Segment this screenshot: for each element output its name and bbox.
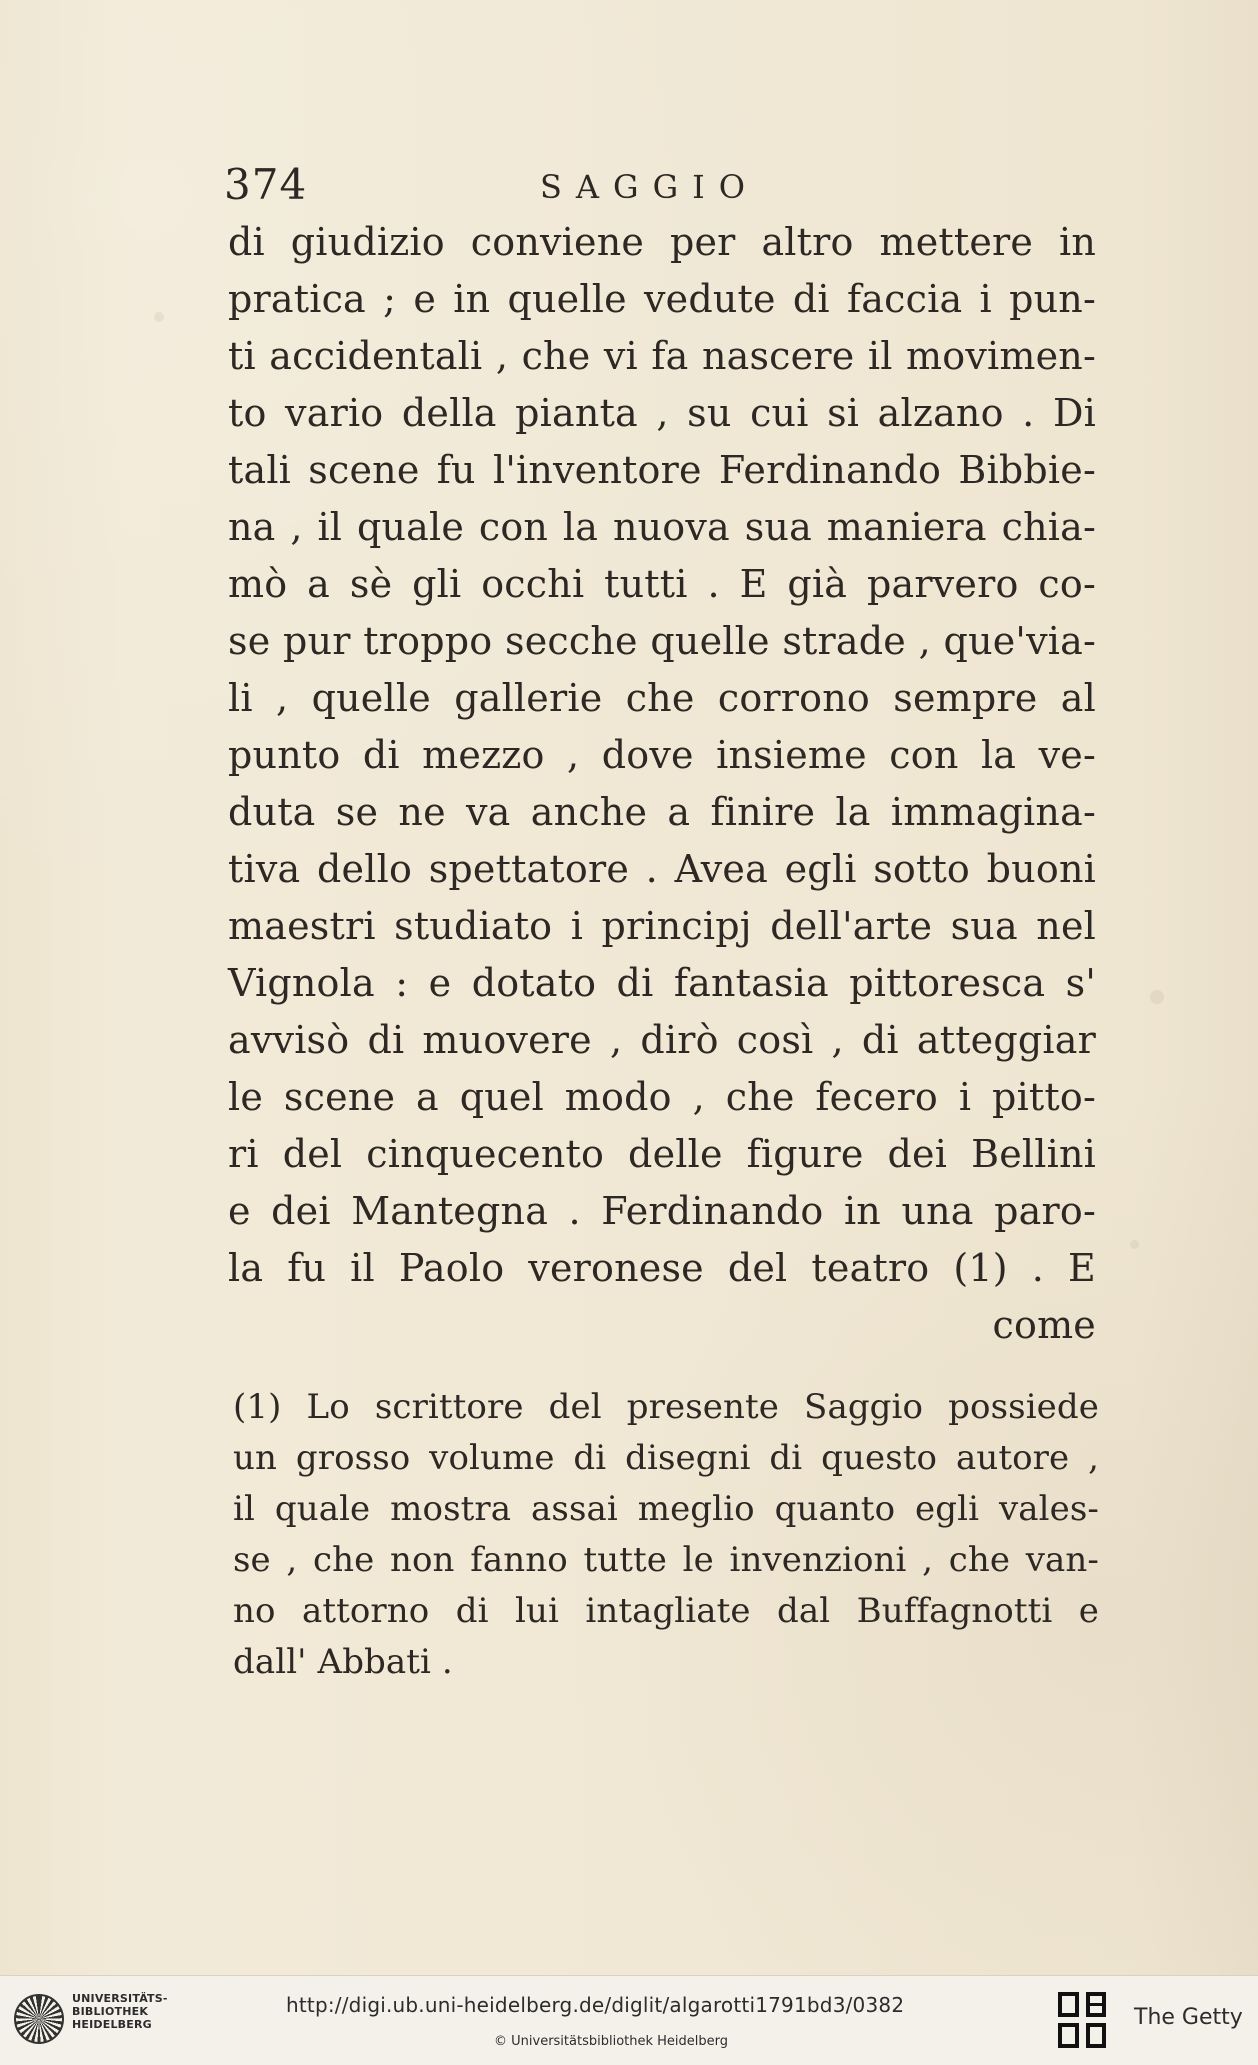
- paper-spot: [1130, 1240, 1139, 1249]
- library-name: [72, 1992, 168, 2031]
- library-name-line: UNIVERSITÄTS-: [72, 1992, 168, 2005]
- body-line: ti accidentali , che vi fa nascere il movimen-: [228, 334, 1096, 378]
- footnote-line: (1) Lo scrittore del presente Saggio possiede: [233, 1387, 1099, 1427]
- footnote-line: se , che non fanno tutte le invenzioni , che van-: [233, 1540, 1099, 1580]
- footnote-line: no attorno di lui intagliate dal Buffagnotti e: [233, 1591, 1099, 1631]
- footnote-line: un grosso volume di disegni di questo autore ,: [233, 1438, 1099, 1478]
- footnote-line: il quale mostra assai meglio quanto egli vales-: [233, 1489, 1099, 1529]
- permalink[interactable]: http://digi.ub.uni-heidelberg.de/diglit/algarotti1791bd3/0382: [286, 1993, 905, 2017]
- copyright-notice: © Universitätsbibliothek Heidelberg: [494, 2034, 729, 2049]
- running-head: SAGGIO: [540, 168, 760, 206]
- paper-spot: [1150, 990, 1164, 1004]
- library-name-line: HEIDELBERG: [72, 2018, 152, 2031]
- body-line: li , quelle gallerie che corrono sempre al: [228, 676, 1096, 720]
- footnote-line: dall' Abbati .: [233, 1642, 453, 1682]
- body-line: le scene a quel modo , che fecero i pitto-: [228, 1075, 1096, 1119]
- viewer-footer: [0, 1975, 1258, 2065]
- body-line: Vignola : e dotato di fantasia pittoresca s': [228, 961, 1096, 1005]
- body-line: e dei Mantegna . Ferdinando in una paro-: [228, 1189, 1096, 1233]
- page-number: 374: [224, 160, 308, 209]
- page-header: [224, 160, 1104, 210]
- catchword: come: [992, 1303, 1096, 1347]
- heidelberg-library-logo: [14, 1990, 168, 2048]
- library-seal-icon: [14, 1994, 64, 2044]
- body-line: di giudizio conviene per altro mettere in: [228, 220, 1096, 264]
- body-line: punto di mezzo , dove insieme con la ve-: [228, 733, 1096, 777]
- body-line: to vario della pianta , su cui si alzano . Di: [228, 391, 1096, 435]
- body-line: ri del cinquecento delle figure dei Bellini: [228, 1132, 1096, 1176]
- getty-label: The Getty: [1134, 2005, 1243, 2030]
- body-line: tiva dello spettatore . Avea egli sotto buoni: [228, 847, 1096, 891]
- footnote: [233, 1382, 1099, 1688]
- library-name-line: BIBLIOTHEK: [72, 2005, 149, 2018]
- body-line: maestri studiato i principj dell'arte sua nel: [228, 904, 1096, 948]
- getty-logo-icon: [1056, 1988, 1112, 2054]
- main-text: [228, 214, 1096, 1354]
- body-line: la fu il Paolo veronese del teatro (1) . E: [228, 1246, 1096, 1290]
- body-line: pratica ; e in quelle vedute di faccia i pun-: [228, 277, 1096, 321]
- body-line: avvisò di muovere , dirò così , di atteggiar: [228, 1018, 1096, 1062]
- paper-spot: [154, 312, 164, 322]
- body-line: duta se ne va anche a finire la immagina-: [228, 790, 1096, 834]
- body-line: tali scene fu l'inventore Ferdinando Bibbie-: [228, 448, 1096, 492]
- body-line: se pur troppo secche quelle strade , que'via-: [228, 619, 1096, 663]
- body-line: na , il quale con la nuova sua maniera chia-: [228, 505, 1096, 549]
- body-line: mò a sè gli occhi tutti . E già parvero co-: [228, 562, 1096, 606]
